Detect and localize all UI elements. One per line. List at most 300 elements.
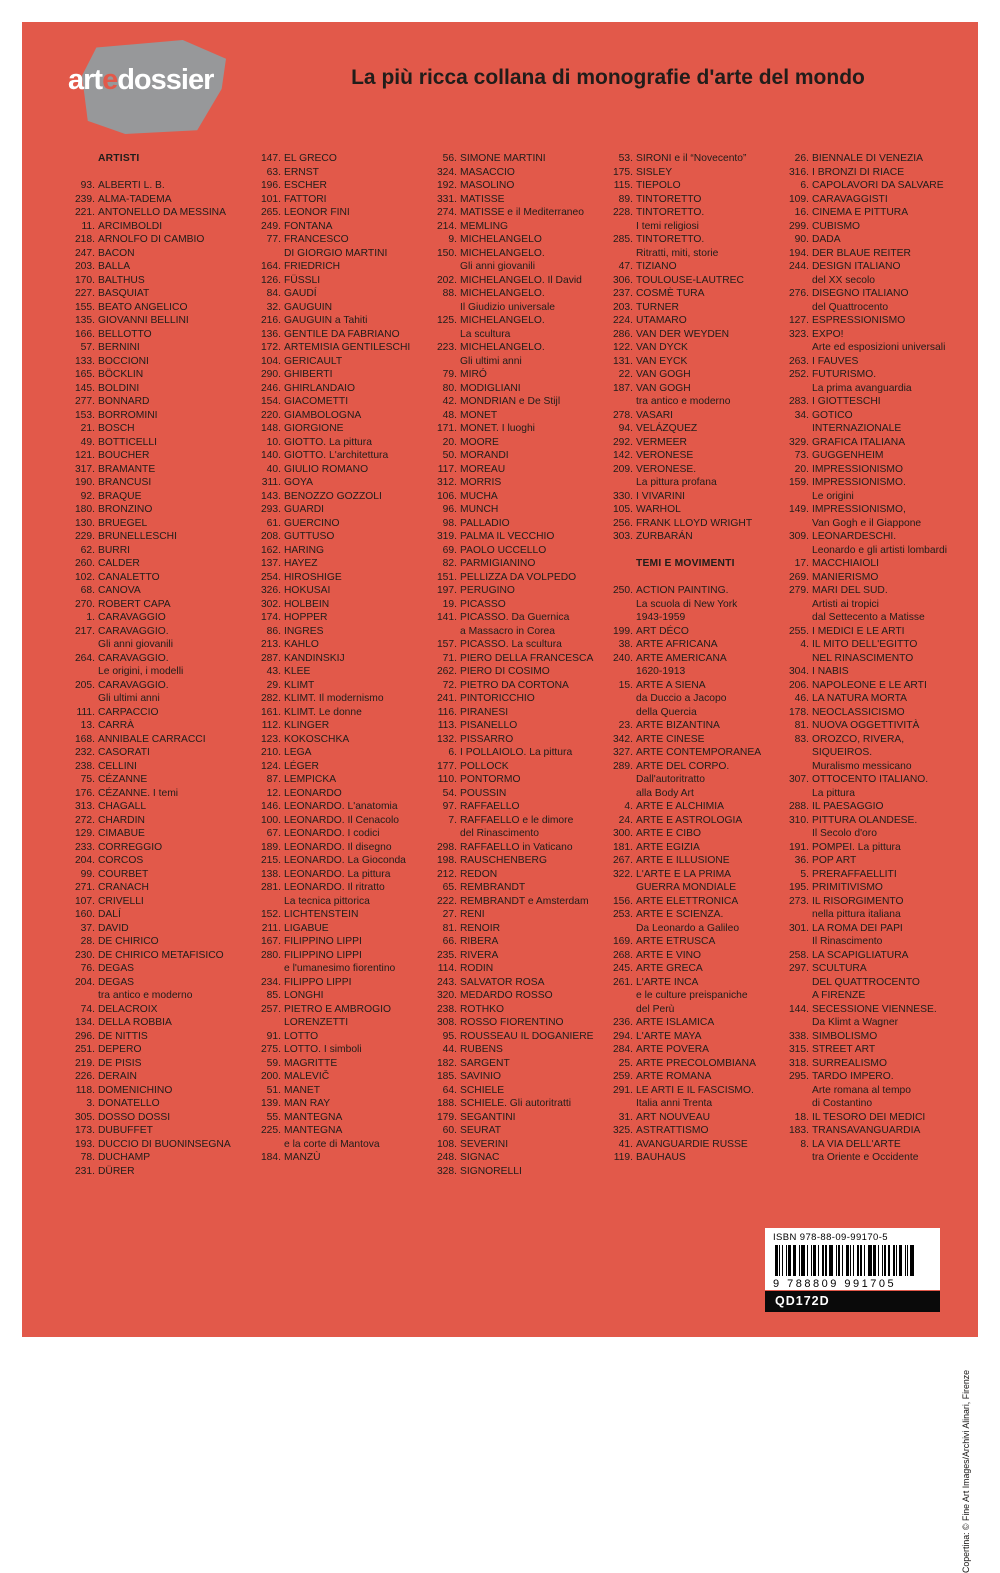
- list-item: 68. CANOVA: [80, 585, 141, 596]
- list-item: 10. GIOTTO. La pittura: [266, 436, 372, 448]
- list-item: 25. ARTE PRECOLOMBIANA: [618, 1057, 756, 1069]
- list-item: 138. LEONARDO. La pittura: [260, 868, 391, 880]
- list-item: 331. MATISSE: [436, 193, 505, 205]
- list-item-continuation: Muralismo messicano: [812, 760, 912, 772]
- list-item: 36. POP ART: [794, 855, 857, 866]
- list-item: 74. DELACROIX: [80, 1003, 158, 1015]
- list-item: 56. SIMONE MARTINI: [442, 153, 546, 164]
- list-item: 135. GIOVANNI BELLINI: [74, 315, 189, 326]
- list-item: 271. CRANACH: [74, 882, 149, 893]
- list-item: 125. MICHELANGELO.: [436, 315, 545, 326]
- list-item: 157. PICASSO. La scultura: [436, 639, 562, 650]
- list-item: 162. HARING: [260, 544, 325, 556]
- list-item: 310. PITTURA OLANDESE.: [788, 814, 918, 826]
- list-item: 182. SARGENT: [436, 1057, 510, 1069]
- list-item: 283. I GIOTTESCHI: [788, 396, 881, 407]
- list-item: 168. ANNIBALE CARRACCI: [74, 733, 206, 745]
- list-item: 265. LEONOR FINI: [260, 207, 350, 218]
- list-item: 41. AVANGUARDIE RUSSE: [618, 1138, 748, 1150]
- barcode-bar: [811, 1245, 812, 1276]
- list-item: 306. TOULOUSE-LAUTREC: [612, 274, 744, 286]
- list-item: 38. ARTE AFRICANA: [618, 639, 718, 650]
- list-item: 98. PALLADIO: [442, 517, 510, 529]
- list-item: 262. PIERO DI COSIMO: [436, 666, 550, 677]
- list-item: 244. DESIGN ITALIANO: [788, 261, 901, 272]
- list-item: 174. HOPPER: [260, 612, 328, 623]
- list-item: 253. ARTE E SCIENZA.: [612, 909, 724, 920]
- list-item: 316. I BRONZI DI RIACE: [788, 166, 905, 178]
- list-item: 257. PIETRO E AMBROGIO: [260, 1003, 391, 1015]
- list-item: 328. SIGNORELLI: [436, 1165, 522, 1177]
- list-item-continuation: Dall'autoritratto: [636, 774, 705, 785]
- list-item-continuation: della Quercia: [636, 706, 697, 718]
- list-item: 22. VAN GOGH: [618, 369, 691, 380]
- list-item: 342. ARTE CINESE: [612, 733, 705, 745]
- list-item: 139. MAN RAY: [260, 1098, 331, 1109]
- barcode-bar: [905, 1245, 906, 1276]
- list-item: 27. RENI: [442, 909, 485, 920]
- artedossier-logo: [68, 38, 226, 136]
- list-item: 221. ANTONELLO DA MESSINA: [74, 207, 226, 218]
- list-item: 55. MANTEGNA: [266, 1111, 343, 1123]
- list-item: 171. MONET. I luoghi: [436, 423, 535, 434]
- list-item: 231. DÜRER: [74, 1165, 135, 1177]
- logo-wordmark: [68, 64, 213, 97]
- list-item: 210. LEGA: [260, 747, 312, 758]
- list-item-continuation: tra antico e moderno: [98, 990, 193, 1001]
- list-item: 305. DOSSO DOSSI: [74, 1111, 171, 1123]
- list-item: 81. RENOIR: [442, 922, 501, 934]
- list-item: 84. GAUDÍ: [266, 288, 317, 299]
- list-item: 198. RAUSCHENBERG: [436, 855, 547, 866]
- list-item: 304. I NABIS: [788, 666, 849, 677]
- list-item: 204. DEGAS: [74, 976, 135, 988]
- barcode-bar: [899, 1245, 902, 1276]
- barcode-bar: [807, 1245, 808, 1276]
- list-item: 140. GIOTTO. L'architettura: [260, 450, 389, 461]
- barcode-bar: [878, 1245, 879, 1276]
- list-item: 202. MICHELANGELO. Il David: [436, 274, 582, 286]
- list-item: 28. DE CHIRICO: [80, 936, 159, 947]
- barcode-bar: [868, 1245, 872, 1276]
- list-item: 169. ARTE ETRUSCA: [612, 936, 716, 947]
- list-item-continuation: alla Body Art: [636, 787, 694, 799]
- list-item-continuation: e le culture preispaniche: [636, 990, 748, 1001]
- list-item: 165. BÖCKLIN: [74, 369, 144, 380]
- list-item: 184. MANZÙ: [260, 1152, 321, 1163]
- list-item-continuation: Gli anni giovanili: [98, 639, 173, 650]
- list-item: 75. CÉZANNE: [80, 774, 148, 785]
- list-item: 180. BRONZINO: [74, 504, 153, 515]
- list-item: 199. ART DÉCO: [612, 625, 689, 637]
- list-item: 57. BERNINI: [80, 342, 140, 353]
- list-item-continuation: nella pittura italiana: [812, 909, 901, 920]
- list-item: 21. BOSCH: [80, 423, 135, 434]
- list-item: 325. ASTRATTISMO: [612, 1125, 709, 1136]
- barcode-bar: [813, 1245, 816, 1276]
- list-item: 146. LEONARDO. L'anatomia: [260, 801, 398, 812]
- list-item: 218. ARNOLFO DI CAMBIO: [74, 234, 205, 245]
- list-item: 286. VAN DER WEYDEN: [612, 328, 730, 340]
- list-item: 116. PIRANESI: [437, 706, 509, 718]
- list-item-continuation: del Perù: [636, 1003, 675, 1015]
- list-item: 307. OTTOCENTO ITALIANO.: [788, 774, 929, 785]
- list-item: 206. NAPOLEONE E LE ARTI: [788, 679, 927, 691]
- list-item: 288. IL PAESAGGIO: [788, 801, 884, 812]
- list-item: 190. BRANCUSI: [74, 477, 152, 488]
- list-item: 317. BRAMANTE: [74, 463, 156, 475]
- list-item: 227. BASQUIAT: [74, 288, 150, 299]
- list-item: 302. HOLBEIN: [260, 598, 330, 610]
- list-item: 118. DOMENICHINO: [75, 1084, 173, 1096]
- barcode-bar: [888, 1245, 891, 1276]
- list-item: 54. POUSSIN: [442, 787, 507, 799]
- list-item: 62. BURRI: [80, 544, 131, 556]
- list-item: 192. MASOLINO: [436, 180, 515, 191]
- catalog-column-2: [254, 152, 432, 1165]
- list-item-continuation: Arte ed esposizioni universali: [812, 342, 946, 353]
- list-item: 259. ARTE ROMANA: [612, 1071, 712, 1082]
- list-item: 320. MEDARDO ROSSO: [436, 990, 553, 1001]
- list-item: 205. CARAVAGGIO.: [74, 679, 169, 691]
- list-item: 17. MACCHIAIOLI: [794, 558, 879, 569]
- list-item: 72. PIETRO DA CORTONA: [442, 679, 569, 691]
- barcode-bar: [857, 1245, 858, 1276]
- list-item-continuation: Italia anni Trenta: [636, 1098, 713, 1109]
- barcode-bar: [788, 1245, 791, 1276]
- list-item: 281. LEONARDO. Il ritratto: [260, 882, 385, 893]
- barcode-bar: [801, 1245, 805, 1276]
- list-item-continuation: NEL RINASCIMENTO: [812, 652, 914, 664]
- section-header: TEMI E MOVIMENTI: [636, 558, 735, 569]
- barcode-bar: [793, 1245, 796, 1276]
- list-item-continuation: Le origini: [812, 490, 854, 502]
- list-item: 297. SCULTURA: [788, 963, 867, 974]
- list-item: 214. MEMLING: [436, 220, 509, 232]
- list-item-continuation: da Duccio a Jacopo: [636, 693, 727, 704]
- list-item: 11. ARCIMBOLDI: [81, 220, 163, 232]
- list-item: 274. MATISSE e il Mediterraneo: [436, 207, 584, 218]
- list-item: 43. KLEE: [266, 666, 311, 677]
- list-item: 3. DONATELLO: [86, 1098, 160, 1109]
- list-item: 73. GUGGENHEIM: [794, 450, 884, 461]
- list-item-continuation: Gli ultimi anni: [98, 693, 160, 704]
- list-item: 311. GOYA: [261, 477, 313, 488]
- list-item-continuation: DEL QUATTROCENTO: [812, 976, 920, 988]
- list-item: 122. VAN DYCK: [612, 342, 688, 353]
- list-item: 204. CORCOS: [74, 855, 144, 866]
- list-item: 113. PISANELLO: [437, 720, 518, 731]
- list-item-continuation: SIQUEIROS.: [812, 747, 873, 758]
- list-item: 282. KLIMT. Il modernismo: [260, 693, 384, 704]
- barcode-bar: [850, 1245, 851, 1276]
- list-item: 60. SEURAT: [442, 1125, 502, 1136]
- list-item: 87. LEMPICKA: [266, 774, 337, 785]
- list-item: 31. ART NOUVEAU: [618, 1111, 711, 1123]
- list-item: 251. DEPERO: [74, 1044, 142, 1055]
- list-item: 94. VELÁZQUEZ: [618, 423, 698, 434]
- list-item: 47. TIZIANO: [618, 261, 677, 272]
- list-item: 76. DEGAS: [80, 963, 135, 974]
- list-item: 219. DE PISIS: [74, 1057, 142, 1069]
- list-item: 126. FÜSSLI: [260, 274, 321, 286]
- list-item: 173. DUBUFFET: [74, 1125, 153, 1136]
- list-item: 294. L'ARTE MAYA: [612, 1030, 702, 1042]
- list-item: 121. BOUCHER: [74, 450, 150, 461]
- list-item: 300. ARTE E CIBO: [612, 828, 702, 839]
- catalog-column-5: [782, 152, 974, 1165]
- barcode-bar: [779, 1245, 780, 1276]
- list-item: 303. ZURBARÁN: [612, 531, 693, 542]
- list-item: 24. ARTE E ASTROLOGIA: [618, 814, 743, 826]
- list-item: 4. IL MITO DELL'EGITTO: [800, 639, 918, 650]
- list-item: 16. CINEMA E PITTURA: [794, 207, 909, 218]
- ean-number: 9 788809 991705: [773, 1278, 897, 1290]
- isbn-label: ISBN 978-88-09-99170-5: [773, 1232, 888, 1243]
- list-item-continuation: INTERNAZIONALE: [812, 423, 902, 434]
- list-item: 32. GAUGUIN: [266, 301, 333, 313]
- list-item: 63. ERNST: [266, 166, 319, 178]
- list-item: 115. TIEPOLO: [613, 180, 681, 191]
- list-item-continuation: Il Rinascimento: [812, 936, 883, 947]
- list-item: 188. SCHIELE. Gli autoritratti: [436, 1098, 572, 1109]
- list-item: 15. ARTE A SIENA: [618, 679, 706, 691]
- list-item-continuation: LORENZETTI: [284, 1017, 349, 1028]
- list-item: 80. MODIGLIANI: [442, 382, 521, 394]
- list-item: 185. SAVINIO: [436, 1071, 502, 1082]
- list-item-continuation: del XX secolo: [812, 274, 875, 286]
- list-item: 234. FILIPPO LIPPI: [260, 976, 352, 988]
- logo-part-art: art: [68, 64, 103, 96]
- list-item: 34. GOTICO: [794, 409, 853, 421]
- list-item: 189. LEONARDO. Il disegno: [260, 841, 392, 853]
- list-item: 48. MONET: [442, 409, 498, 421]
- list-item: 285. TINTORETTO.: [612, 234, 705, 245]
- list-item: 225. MANTEGNA: [260, 1125, 343, 1136]
- barcode-bar: [825, 1245, 828, 1276]
- list-item: 183. TRANSAVANGUARDIA: [788, 1125, 921, 1136]
- list-item: 51. MANET: [266, 1084, 321, 1096]
- list-item: 104. GERICAULT: [260, 355, 343, 367]
- section-header: ARTISTI: [98, 153, 140, 164]
- list-item: 124. LÉGER: [260, 760, 319, 772]
- list-item: 81. NUOVA OGGETTIVITÀ: [794, 720, 920, 731]
- list-item: 50. MORANDI: [442, 450, 509, 461]
- list-item: 19. PICASSO: [442, 598, 506, 610]
- list-item: 270. ROBERT CAPA: [74, 598, 171, 610]
- list-item: 212. REDON: [436, 868, 498, 880]
- list-item: 7. RAFFAELLO e le dimore: [448, 814, 574, 826]
- list-item: 66. RIBERA: [442, 936, 499, 947]
- list-item: 67. LEONARDO. I codici: [266, 828, 380, 839]
- list-item: 315. STREET ART: [788, 1044, 876, 1055]
- list-item: 230. DE CHIRICO METAFISICO: [74, 949, 224, 961]
- list-item: 155. BEATO ANGELICO: [74, 301, 188, 313]
- list-item: 141. PICASSO. Da Guernica: [436, 612, 570, 623]
- catalog-column-1: [68, 152, 246, 1178]
- list-item: 177. POLLOCK: [436, 760, 509, 772]
- list-item: 127. ESPRESSIONISMO: [788, 315, 906, 326]
- list-item: 222. REMBRANDT e Amsterdam: [436, 895, 589, 907]
- list-item: 131. VAN EYCK: [612, 355, 688, 367]
- list-item: 256. FRANK LLOYD WRIGHT: [612, 517, 753, 529]
- list-item: 78. DUCHAMP: [80, 1152, 151, 1163]
- list-item: 239. ALMA-TADEMA: [74, 193, 172, 205]
- list-item: 20. IMPRESSIONISMO: [794, 463, 903, 475]
- list-item: 154. GIACOMETTI: [260, 396, 349, 407]
- list-item: 91. LOTTO: [266, 1030, 319, 1042]
- logo-part-dossier: dossier: [117, 64, 214, 96]
- list-item: 112. KLINGER: [261, 720, 330, 731]
- isbn-box: [765, 1228, 940, 1290]
- list-item: 6. CAPOLAVORI DA SALVARE: [800, 180, 944, 191]
- barcode-bar: [799, 1245, 800, 1276]
- logo-part-e: e: [102, 64, 118, 96]
- list-item-continuation: del Quattrocento: [812, 301, 889, 313]
- list-item-continuation: e la corte di Mantova: [284, 1138, 380, 1150]
- list-item: 275. LOTTO. I simboli: [260, 1044, 362, 1055]
- list-item: 12. LEONARDO: [266, 787, 342, 799]
- list-item: 338. SIMBOLISMO: [788, 1030, 878, 1042]
- list-item: 175. SISLEY: [612, 166, 673, 178]
- list-item: 323. EXPO!: [788, 328, 844, 340]
- list-item: 101. FATTORI: [260, 193, 327, 205]
- list-item: 147. EL GRECO: [260, 153, 337, 164]
- list-item: 5. PRERAFFAELLITI: [800, 868, 897, 880]
- barcode-bar: [838, 1245, 839, 1276]
- list-item: 195. PRIMITIVISMO: [788, 882, 883, 893]
- list-item: 238. ROTHKO: [436, 1003, 505, 1015]
- list-item: 272. CHARDIN: [74, 814, 145, 826]
- list-item: 64. SCHIELE: [442, 1084, 505, 1096]
- list-item: 129. CIMABUE: [74, 828, 145, 839]
- list-item: 226. DERAIN: [74, 1071, 137, 1082]
- list-item: 160. DALÍ: [74, 909, 121, 920]
- list-item-continuation: del Rinascimento: [460, 828, 539, 839]
- list-item: 9. MICHELANGELO: [448, 234, 542, 245]
- list-item: 137. HAYEZ: [260, 558, 318, 569]
- list-item: 59. MAGRITTE: [266, 1057, 338, 1069]
- list-item: 240. ARTE AMERICANA: [612, 652, 727, 664]
- list-item: 324. MASACCIO: [436, 166, 515, 178]
- list-item: 247. BACON: [74, 247, 135, 259]
- list-item: 156. ARTE ELETTRONICA: [612, 895, 739, 907]
- list-item: 97. RAFFAELLO: [442, 801, 520, 812]
- list-item: 6. I POLLAIOLO. La pittura: [448, 747, 573, 758]
- barcode-bar: [893, 1245, 894, 1276]
- list-item: 235. RIVERA: [436, 949, 499, 961]
- list-item-continuation: tra antico e moderno: [636, 396, 731, 407]
- list-item-continuation: A FIRENZE: [812, 990, 866, 1001]
- list-item: 89. TINTORETTO: [618, 193, 702, 205]
- list-item-continuation: Arte romana al tempo: [812, 1084, 912, 1096]
- list-item: 278. VASARI: [612, 409, 674, 421]
- list-item: 289. ARTE DEL CORPO.: [612, 760, 730, 772]
- list-item-continuation: e l'umanesimo fiorentino: [284, 963, 396, 974]
- list-item: 187. VAN GOGH: [612, 382, 691, 394]
- list-item: 172. ARTEMISIA GENTILESCHI: [260, 342, 411, 353]
- list-item: 252. FUTURISMO.: [788, 369, 877, 380]
- list-item: 18. IL TESORO DEI MEDICI: [794, 1111, 926, 1123]
- list-item: 170. BALTHUS: [74, 274, 145, 286]
- list-item: 79. MIRÓ: [442, 369, 487, 380]
- list-item: 23. ARTE BIZANTINA: [618, 720, 720, 731]
- list-item: 280. FILIPPINO LIPPI: [260, 949, 362, 961]
- list-item: 200. MALEVIČ: [260, 1071, 330, 1082]
- list-item: 26. BIENNALE DI VENEZIA: [794, 153, 924, 164]
- list-item-continuation: Le origini, i modelli: [98, 666, 184, 677]
- list-item: 260. CALDER: [74, 558, 140, 569]
- list-item-continuation: Van Gogh e il Giappone: [812, 517, 922, 529]
- list-item: 29. KLIMT: [266, 679, 315, 691]
- list-item: 42. MONDRIAN e De Stijl: [442, 396, 561, 407]
- list-item: 197. PERUGINO: [436, 585, 515, 596]
- list-item: 144. SECESSIONE VIENNESE.: [788, 1003, 937, 1015]
- list-item: 194. DER BLAUE REITER: [788, 247, 911, 259]
- list-item: 179. SEGANTINI: [436, 1111, 516, 1123]
- list-item-continuation: La scultura: [460, 328, 511, 340]
- list-item: 166. BELLOTTO: [74, 328, 152, 340]
- list-item: 105. WARHOL: [612, 504, 681, 515]
- list-item: 181. ARTE EGIZIA: [612, 841, 700, 853]
- list-item: 273. IL RISORGIMENTO: [788, 895, 904, 907]
- barcode-bar: [786, 1245, 787, 1276]
- list-item: 109. CARAVAGGISTI: [788, 193, 888, 205]
- list-item: 329. GRAFICA ITALIANA: [788, 436, 906, 448]
- list-item: 110. PONTORMO: [437, 774, 521, 785]
- list-item: 215. LEONARDO. La Gioconda: [260, 855, 406, 866]
- catalog-column-3: [430, 152, 608, 1178]
- list-item: 203. TURNER: [612, 301, 679, 313]
- list-item: 298. RAFFAELLO in Vaticano: [436, 841, 573, 853]
- list-item: 71. PIERO DELLA FRANCESCA: [442, 652, 594, 664]
- list-item: 151. PELLIZZA DA VOLPEDO: [436, 571, 577, 583]
- list-item: 312. MORRIS: [436, 477, 502, 488]
- list-item-continuation: Gli anni giovanili: [460, 261, 535, 272]
- list-item: 191. POMPEI. La pittura: [788, 841, 901, 853]
- list-item: 119. BAUHAUS: [613, 1152, 686, 1163]
- barcode-bar: [853, 1245, 854, 1276]
- list-item: 263. I FAUVES: [788, 355, 859, 367]
- list-item: 107. CRIVELLI: [74, 895, 144, 907]
- list-item: 82. PARMIGIANINO: [442, 558, 536, 569]
- product-code: QD172D: [765, 1291, 940, 1312]
- list-item: 178. NEOCLASSICISMO: [788, 706, 905, 718]
- list-item: 134. DELLA ROBBIA: [74, 1017, 172, 1028]
- list-item: 264. CARAVAGGIO.: [74, 652, 169, 664]
- list-item-continuation: Gli ultimi anni: [460, 355, 522, 367]
- list-item: 243. SALVATOR ROSA: [436, 976, 545, 988]
- list-item: 292. VERMEER: [612, 436, 687, 448]
- list-item: 291. LE ARTI E IL FASCISMO.: [612, 1084, 754, 1096]
- list-item-continuation: La scuola di New York: [636, 598, 738, 610]
- list-item-continuation: La tecnica pittorica: [284, 895, 370, 907]
- list-item: 284. ARTE POVERA: [612, 1044, 710, 1055]
- list-item: 203. BALLA: [74, 261, 131, 272]
- list-item: 287. KANDINSKIJ: [260, 652, 345, 664]
- list-item: 150. MICHELANGELO.: [436, 247, 545, 259]
- list-item: 90. DADA: [794, 234, 841, 245]
- barcode-bar: [782, 1245, 783, 1276]
- list-item: 152. LICHTENSTEIN: [260, 909, 359, 920]
- list-item: 248. SIGNAC: [436, 1152, 500, 1163]
- list-item-continuation: tra Oriente e Occidente: [812, 1152, 919, 1163]
- list-item: 319. PALMA IL VECCHIO: [436, 531, 555, 542]
- list-item: 213. KAHLO: [260, 639, 319, 650]
- barcode-bar: [907, 1245, 908, 1276]
- list-item: 108. SEVERINI: [436, 1138, 509, 1150]
- list-item: 293. GUARDI: [260, 504, 325, 515]
